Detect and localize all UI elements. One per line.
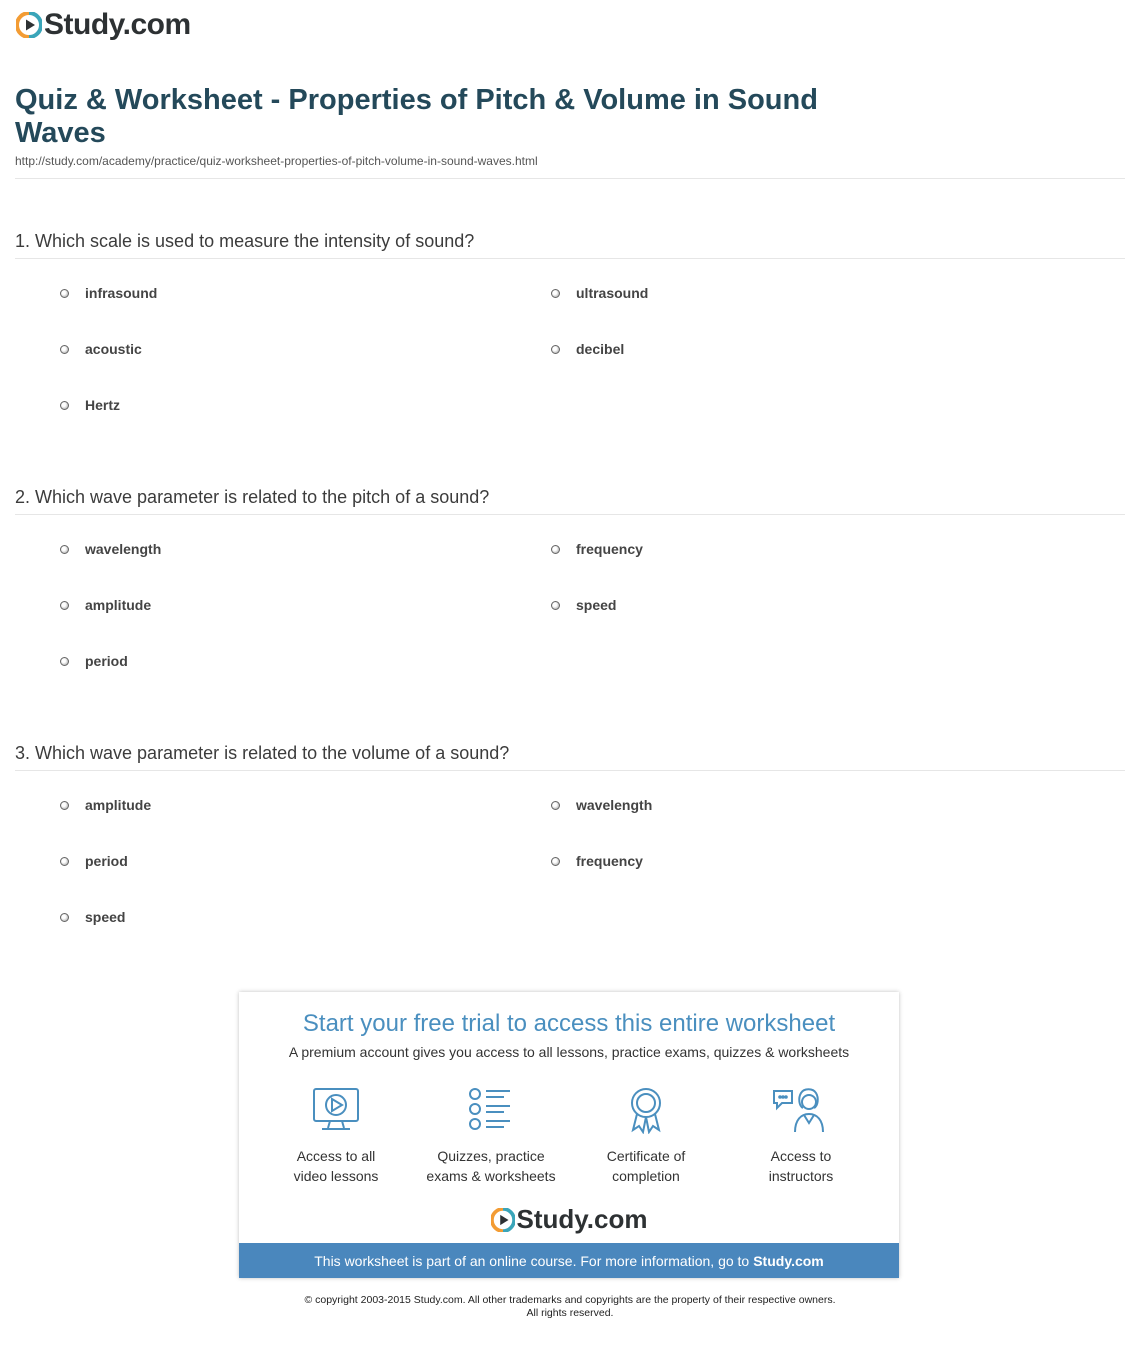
quiz-list-icon xyxy=(466,1086,516,1134)
feature-list xyxy=(239,1086,899,1196)
rights-line: All rights reserved. xyxy=(526,1307,614,1319)
feature-certificate xyxy=(566,1086,726,1186)
banner-link[interactable]: Study.com xyxy=(753,1252,824,1269)
question-2 xyxy=(15,485,1125,695)
answer-option[interactable] xyxy=(60,285,157,301)
radio-button[interactable] xyxy=(60,657,69,666)
feature-quizzes xyxy=(411,1086,571,1186)
logo-text: Study.com xyxy=(516,1204,648,1234)
question-text: 2. Which wave parameter is related to the pitch of a sound? xyxy=(15,487,490,507)
option-label: period xyxy=(85,853,128,869)
radio-button[interactable] xyxy=(551,289,560,298)
option-label: frequency xyxy=(576,541,643,557)
feature-instructors xyxy=(721,1086,881,1186)
study-logo[interactable] xyxy=(16,8,191,42)
option-label: frequency xyxy=(576,853,643,869)
option-label: decibel xyxy=(576,341,625,357)
answer-option[interactable] xyxy=(60,909,125,925)
feature-label: Access to instructors xyxy=(768,1148,834,1184)
option-label: ultrasound xyxy=(576,285,649,301)
radio-button[interactable] xyxy=(551,545,560,554)
instructor-icon xyxy=(771,1086,831,1134)
radio-button[interactable] xyxy=(551,601,560,610)
question-1 xyxy=(15,229,1125,439)
answer-option[interactable] xyxy=(60,797,151,813)
answer-option[interactable] xyxy=(551,597,616,613)
logo-text: Study.com xyxy=(44,8,191,41)
promo-subtitle: A premium account gives you access to all lessons, practice exams, quizzes & worksheets xyxy=(288,1044,850,1060)
question-3 xyxy=(15,741,1125,951)
feature-label: Quizzes, practice exams & worksheets xyxy=(426,1148,556,1184)
radio-button[interactable] xyxy=(60,345,69,354)
study-logo-icon xyxy=(491,1208,515,1232)
radio-button[interactable] xyxy=(60,401,69,410)
answer-option[interactable] xyxy=(60,853,128,869)
course-info-banner[interactable] xyxy=(239,1243,899,1278)
option-label: Hertz xyxy=(85,397,121,413)
page-title: Quiz & Worksheet - Properties of Pitch & Volume in Sound Waves xyxy=(15,84,818,149)
answer-options xyxy=(15,515,1125,695)
answer-option[interactable] xyxy=(551,541,643,557)
answer-options xyxy=(15,259,1125,439)
answer-option[interactable] xyxy=(551,341,624,357)
banner-text: This worksheet is part of an online course. For more information, go to xyxy=(314,1252,750,1269)
promo-study-logo[interactable] xyxy=(239,1204,899,1235)
option-label: amplitude xyxy=(85,797,152,813)
answer-option[interactable] xyxy=(60,653,128,669)
option-label: amplitude xyxy=(85,597,152,613)
radio-button[interactable] xyxy=(60,857,69,866)
feature-video-lessons xyxy=(256,1086,416,1186)
answer-option[interactable] xyxy=(60,341,142,357)
promo-title[interactable]: Start your free trial to access this entire worksheet xyxy=(302,1010,836,1037)
radio-button[interactable] xyxy=(60,289,69,298)
radio-button[interactable] xyxy=(551,801,560,810)
answer-option[interactable] xyxy=(551,285,648,301)
answer-option[interactable] xyxy=(60,397,120,413)
option-label: infrasound xyxy=(85,285,158,301)
feature-label: Access to all video lessons xyxy=(293,1148,379,1184)
copyright-footer xyxy=(0,1294,1140,1320)
answer-option[interactable] xyxy=(60,597,151,613)
answer-option[interactable] xyxy=(551,797,652,813)
video-lesson-icon xyxy=(311,1086,361,1134)
answer-options xyxy=(15,771,1125,951)
question-text: 1. Which scale is used to measure the intensity of sound? xyxy=(15,231,475,251)
answer-option[interactable] xyxy=(60,541,161,557)
study-logo-icon xyxy=(16,12,42,38)
radio-button[interactable] xyxy=(551,345,560,354)
answer-option[interactable] xyxy=(551,853,643,869)
option-label: speed xyxy=(576,597,617,613)
radio-button[interactable] xyxy=(60,913,69,922)
radio-button[interactable] xyxy=(60,601,69,610)
option-label: period xyxy=(85,653,128,669)
feature-label: Certificate of completion xyxy=(606,1148,686,1184)
option-label: wavelength xyxy=(85,541,162,557)
page-url[interactable]: http://study.com/academy/practice/quiz-worksheet-properties-of-pitch-volume-in-sound-waves.html xyxy=(15,154,538,168)
question-text: 3. Which wave parameter is related to the volume of a sound? xyxy=(15,743,510,763)
option-label: speed xyxy=(85,909,126,925)
radio-button[interactable] xyxy=(60,801,69,810)
option-label: acoustic xyxy=(85,341,142,357)
radio-button[interactable] xyxy=(60,545,69,554)
certificate-icon xyxy=(621,1086,671,1134)
copyright-line: © copyright 2003-2015 Study.com. All other trademarks and copyrights are the property of their respective owners. xyxy=(304,1294,836,1306)
radio-button[interactable] xyxy=(551,857,560,866)
free-trial-promo xyxy=(239,992,899,1278)
option-label: wavelength xyxy=(576,797,653,813)
header-divider xyxy=(15,178,1125,179)
